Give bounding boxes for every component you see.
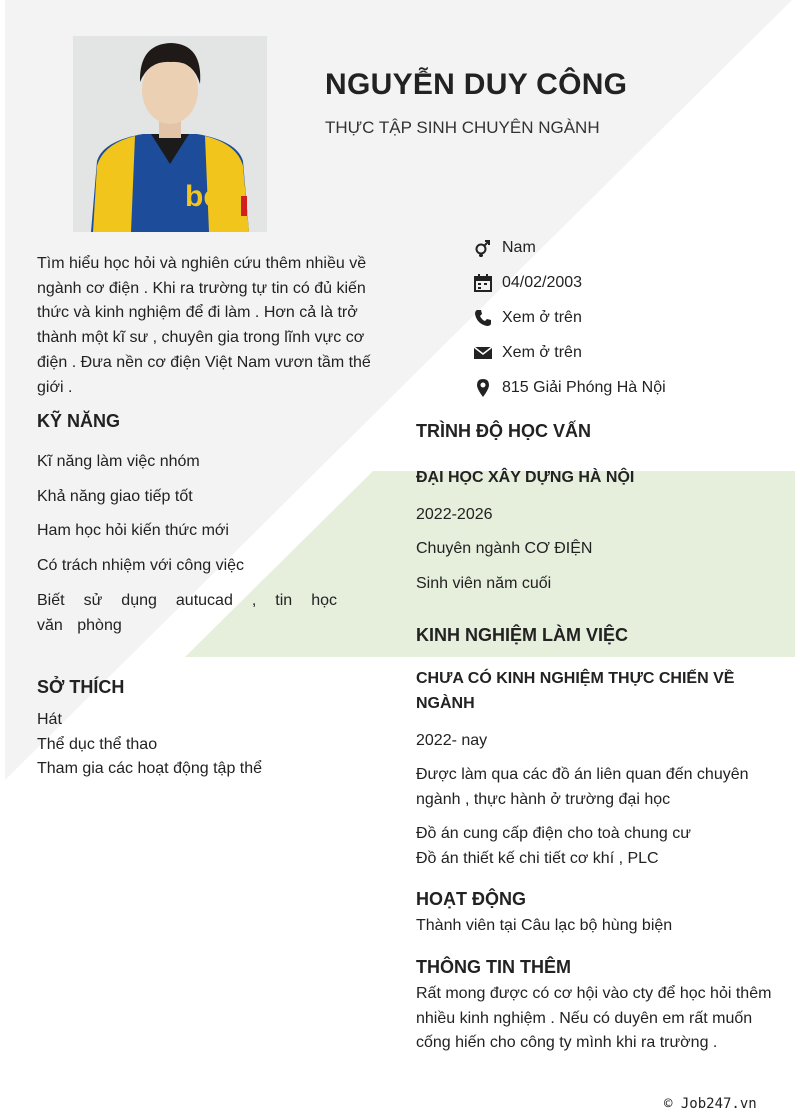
experience-desc: Được làm qua các đồ án liên quan đến chuyên ngành , thực hành ở trường đại học: [416, 766, 749, 808]
dob-value: 04/02/2003: [502, 274, 583, 292]
education-period: 2022-2026: [416, 506, 493, 523]
mail-icon: [472, 342, 494, 364]
hobby-item: Tham gia các hoạt động tập thể: [37, 760, 263, 778]
experience-period: 2022- nay: [416, 732, 488, 749]
experience-title: CHƯA CÓ KINH NGHIỆM THỰC CHIẾN VỀ NGÀNH: [416, 670, 735, 712]
school-name: ĐẠI HỌC XÂY DỰNG HÀ NỘI: [416, 469, 635, 486]
activities-text: Thành viên tại Câu lạc bộ hùng biện: [416, 917, 673, 934]
address-value: 815 Giải Phóng Hà Nội: [502, 378, 666, 396]
skill-item: Khả năng giao tiếp tốt: [37, 487, 193, 505]
hobby-item: Hát: [37, 711, 62, 728]
activities-heading: HOẠT ĐỘNG: [416, 889, 526, 909]
job-title: THỰC TẬP SINH CHUYÊN NGÀNH: [325, 118, 600, 137]
location-pin-icon: [472, 377, 494, 399]
footer-credit[interactable]: © Job247.vn: [664, 1096, 757, 1112]
hobby-item: Thể dục thể thao: [37, 735, 158, 753]
phone-value[interactable]: Xem ở trên: [502, 308, 582, 326]
gender-icon: [472, 237, 494, 259]
hobbies-heading: SỞ THÍCH: [37, 677, 125, 697]
skill-item: Có trách nhiệm với công việc: [37, 557, 245, 575]
phone-icon: [472, 307, 494, 329]
experience-desc: Đồ án cung cấp điện cho toà chung cư: [416, 825, 691, 842]
calendar-icon: [472, 272, 494, 294]
skills-heading: KỸ NĂNG: [37, 411, 121, 431]
career-objective: Tìm hiểu học hỏi và nghiên cứu thêm nhiều về ngành cơ điện . Khi ra trường tự tin có đủ kiến thức và kinh nghiệm để đi làm . Hơn cả là trở thành một kĩ sư , chuyên gia trong lĩnh vực cơ điện . Đưa nền cơ điện Việt Nam vươn tầm thế giới .: [37, 255, 371, 396]
education-heading: TRÌNH ĐỘ HỌC VẤN: [416, 421, 591, 441]
gender-value: Nam: [502, 239, 536, 257]
contact-email: [472, 335, 666, 370]
profile-photo: [73, 36, 267, 232]
contact-address: [472, 370, 666, 405]
skill-item: Kĩ năng làm việc nhóm: [37, 453, 200, 470]
skill-item: Ham học hỏi kiến thức mới: [37, 522, 229, 540]
skills-list: [37, 450, 337, 648]
education-status: Sinh viên năm cuối: [416, 575, 552, 592]
experience-desc: Đồ án thiết kế chi tiết cơ khí , PLC: [416, 850, 659, 867]
additional-info-text: Rất mong được có cơ hội vào cty để học hỏi thêm nhiều kinh nghiệm . Nếu có duyên em rất muốn cống hiến cho công ty mình khi ra trường .: [416, 985, 772, 1052]
contact-dob: [472, 266, 666, 301]
education-major: Chuyên ngành CƠ ĐIỆN: [416, 540, 593, 557]
experience-heading: KINH NGHIỆM LÀM VIỆC: [416, 625, 629, 645]
contact-gender: [472, 231, 666, 266]
svg-text:be: be: [185, 180, 221, 213]
email-value[interactable]: Xem ở trên: [502, 343, 582, 361]
contact-info: [472, 231, 666, 405]
additional-info-heading: THÔNG TIN THÊM: [416, 957, 571, 977]
hobbies-list: [37, 708, 262, 782]
contact-phone: [472, 301, 666, 336]
candidate-name: NGUYỄN DUY CÔNG: [325, 68, 628, 101]
skill-item: Biết sử dụng autucad , tin học văn phòng: [37, 591, 337, 634]
